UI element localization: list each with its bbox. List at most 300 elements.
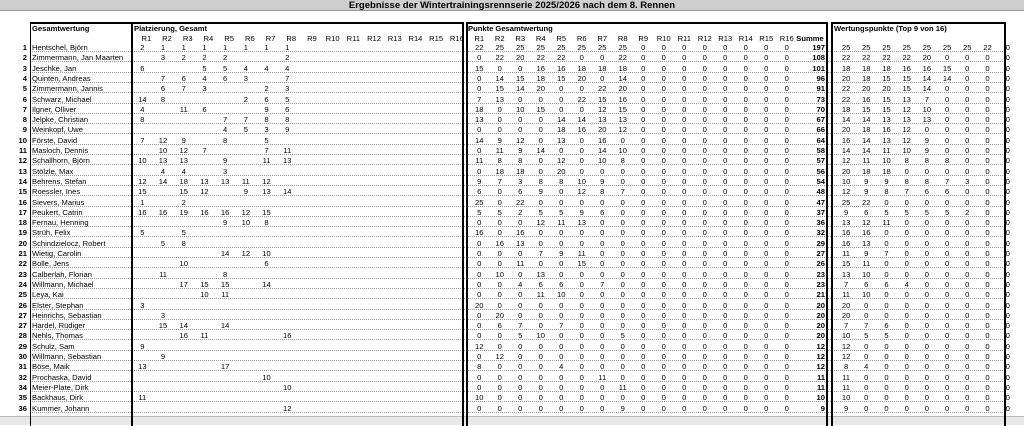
sum-cell: 11 bbox=[816, 372, 825, 382]
placement-cell bbox=[173, 125, 194, 134]
scoring-cell: 0 bbox=[985, 104, 990, 114]
scoring-cell: 13 bbox=[841, 218, 851, 228]
scoring-cell: 0 bbox=[965, 290, 970, 300]
scoring-cell: 16 bbox=[882, 125, 891, 135]
placement-cell: 7 bbox=[181, 84, 186, 94]
points-cell: 0 bbox=[641, 73, 646, 83]
points-cell: 0 bbox=[743, 238, 748, 248]
placement-cell bbox=[215, 352, 236, 361]
points-cell: 0 bbox=[641, 115, 646, 125]
scoring-cell: 0 bbox=[1005, 341, 1010, 351]
scoring-cell: 22 bbox=[862, 53, 871, 63]
points-cell: 16 bbox=[516, 228, 525, 238]
placement-cell bbox=[360, 373, 381, 382]
placement-cell bbox=[380, 177, 401, 186]
points-cell: 11 bbox=[536, 290, 545, 300]
placement-cell bbox=[256, 301, 277, 310]
points-cell: 0 bbox=[682, 135, 687, 145]
placement-cell bbox=[153, 280, 174, 289]
points-col-header: R10 bbox=[656, 34, 671, 43]
points-cell: 0 bbox=[641, 207, 646, 217]
placement-cell bbox=[339, 146, 360, 155]
points-cell: 0 bbox=[641, 249, 646, 258]
placement-cell: 4 bbox=[285, 63, 290, 73]
points-cell: 0 bbox=[661, 238, 666, 248]
placement-cell bbox=[422, 331, 443, 340]
placement-cell bbox=[256, 53, 277, 62]
placement-cell bbox=[443, 290, 464, 299]
scoring-cell: 12 bbox=[862, 218, 871, 228]
placement-cell: 2 bbox=[181, 53, 186, 63]
scoring-cell: 16 bbox=[922, 63, 932, 73]
placement-cell bbox=[401, 301, 422, 310]
scoring-cell: 6 bbox=[924, 187, 929, 197]
points-cell: 0 bbox=[743, 156, 748, 166]
scoring-cell: 0 bbox=[1005, 43, 1010, 52]
placement-cell bbox=[215, 146, 236, 155]
points-cell: 8 bbox=[620, 156, 625, 166]
placement-cell: 16 bbox=[200, 207, 209, 217]
points-cell: 0 bbox=[702, 331, 707, 341]
points-cell: 0 bbox=[477, 279, 482, 289]
placement-cell bbox=[443, 146, 464, 155]
placement-cell bbox=[215, 198, 236, 207]
points-cell: 0 bbox=[477, 269, 482, 279]
rank-cell: 26 bbox=[18, 300, 27, 310]
points-cell: 0 bbox=[661, 135, 666, 145]
placement-cell bbox=[443, 383, 464, 392]
placement-cell bbox=[215, 105, 236, 114]
points-cell: 0 bbox=[477, 259, 482, 269]
scoring-cell: 10 bbox=[902, 146, 911, 155]
scoring-cell: 0 bbox=[904, 382, 909, 392]
points-cell: 0 bbox=[579, 104, 584, 114]
points-cell: 0 bbox=[743, 228, 748, 238]
scoring-cell: 0 bbox=[924, 372, 929, 382]
placement-cell bbox=[318, 105, 339, 114]
placement-cell bbox=[443, 198, 464, 207]
placement-cell bbox=[236, 270, 257, 279]
points-cell: 11 bbox=[598, 372, 607, 382]
placement-cell bbox=[360, 290, 381, 299]
points-col-header: R11 bbox=[677, 34, 691, 43]
sheet-title: Ergebnisse der Wintertrainingsrennserie 2025/2026 nach dem 8. Rennen bbox=[0, 0, 1024, 11]
scoring-cell: 25 bbox=[942, 43, 952, 52]
scoring-cell: 0 bbox=[884, 228, 889, 238]
points-cell: 0 bbox=[641, 238, 646, 248]
rank-cell: 9 bbox=[22, 125, 27, 135]
scoring-cell: 12 bbox=[902, 104, 911, 114]
points-cell: 0 bbox=[477, 238, 482, 248]
points-col-header: R13 bbox=[718, 34, 733, 43]
points-cell: 0 bbox=[764, 156, 769, 166]
placement-cell bbox=[153, 125, 174, 134]
points-cell: 13 bbox=[598, 115, 607, 125]
scoring-cell: 22 bbox=[841, 94, 851, 104]
placement-cell: 5 bbox=[181, 228, 186, 238]
scoring-cell: 6 bbox=[944, 187, 950, 197]
scoring-cell: 0 bbox=[985, 197, 990, 207]
placement-cell bbox=[422, 362, 443, 371]
placement-cell bbox=[318, 383, 339, 392]
placement-cell bbox=[298, 404, 319, 413]
placement-cell bbox=[194, 249, 215, 258]
scoring-cell: 11 bbox=[882, 218, 891, 228]
points-cell: 0 bbox=[518, 290, 523, 300]
points-cell: 0 bbox=[579, 352, 584, 361]
placement-cell bbox=[132, 74, 153, 83]
scoring-cell: 18 bbox=[862, 125, 871, 135]
scoring-cell: 0 bbox=[985, 238, 990, 248]
placement-cell bbox=[401, 311, 422, 320]
placement-cell bbox=[318, 125, 339, 134]
points-cell: 0 bbox=[723, 249, 728, 258]
scoring-cell: 0 bbox=[1005, 279, 1010, 289]
competitor-name: Nehls, Thomas bbox=[32, 331, 83, 341]
scoring-cell: 20 bbox=[841, 300, 851, 310]
placement-cell: 11 bbox=[262, 156, 271, 166]
placement-cell bbox=[236, 342, 257, 351]
placement-cell: 4 bbox=[264, 63, 269, 73]
placement-cell bbox=[360, 342, 381, 351]
placement-cell: 16 bbox=[138, 207, 147, 217]
points-cell: 0 bbox=[784, 125, 789, 135]
placement-cell bbox=[153, 105, 174, 114]
points-cell: 0 bbox=[702, 187, 707, 197]
placement-cell bbox=[422, 311, 443, 320]
rank-cell: 18 bbox=[18, 218, 27, 228]
scoring-cell: 11 bbox=[842, 290, 851, 300]
placement-cell: 13 bbox=[158, 156, 168, 166]
placement-cell bbox=[401, 342, 422, 351]
placement-cell bbox=[443, 43, 464, 52]
placement-cell bbox=[380, 43, 401, 52]
sum-cell: 66 bbox=[816, 125, 825, 135]
scoring-cell: 0 bbox=[985, 310, 990, 320]
points-cell: 0 bbox=[559, 331, 564, 341]
competitor-name: Schallhorn, Björn bbox=[32, 156, 90, 166]
placement-col-header: R4 bbox=[203, 34, 214, 43]
points-cell: 0 bbox=[682, 176, 687, 186]
competitor-name: Heinrichs, Sebastian bbox=[32, 310, 102, 320]
points-cell: 10 bbox=[618, 146, 627, 155]
points-cell: 0 bbox=[579, 310, 584, 320]
scoring-cell: 0 bbox=[944, 115, 950, 125]
section-scoring bbox=[832, 22, 1004, 33]
points-cell: 16 bbox=[618, 94, 627, 104]
placement-cell bbox=[132, 321, 153, 330]
scoring-cell: 7 bbox=[843, 279, 849, 289]
placement-cell: 9 bbox=[140, 341, 145, 351]
points-cell: 0 bbox=[538, 238, 543, 248]
points-cell: 0 bbox=[620, 269, 625, 279]
placement-cell bbox=[194, 301, 215, 310]
placement-cell bbox=[443, 321, 464, 330]
placement-cell: 14 bbox=[220, 249, 230, 258]
competitor-name: Backhaus, Dirk bbox=[32, 393, 84, 403]
placement-cell bbox=[443, 249, 464, 258]
points-col-header: R5 bbox=[556, 34, 567, 43]
scoring-cell: 10 bbox=[841, 176, 851, 186]
placement-cell bbox=[380, 167, 401, 176]
placement-cell bbox=[132, 280, 153, 289]
points-cell: 16 bbox=[557, 63, 566, 73]
rank-cell: 22 bbox=[18, 259, 27, 269]
scoring-cell: 0 bbox=[924, 290, 929, 300]
competitor-name: Schindzielocz, Robert bbox=[32, 238, 106, 248]
placement-cell bbox=[360, 136, 381, 145]
placement-cell bbox=[443, 352, 464, 361]
scoring-cell: 0 bbox=[985, 321, 990, 331]
rank-cell: 27 bbox=[18, 310, 27, 320]
points-cell: 0 bbox=[477, 372, 482, 382]
placement-cell bbox=[236, 239, 257, 248]
placement-cell: 2 bbox=[264, 84, 269, 94]
points-cell: 0 bbox=[497, 279, 502, 289]
points-cell: 0 bbox=[579, 393, 584, 403]
scoring-cell: 7 bbox=[944, 176, 950, 186]
scoring-cell: 8 bbox=[904, 156, 909, 166]
placement-cell: 7 bbox=[285, 73, 290, 83]
scoring-cell: 0 bbox=[1005, 146, 1010, 155]
points-cell: 0 bbox=[682, 207, 687, 217]
points-cell: 20 bbox=[475, 300, 484, 310]
placement-cell: 5 bbox=[285, 94, 290, 104]
placement-cell bbox=[173, 383, 194, 392]
points-cell: 0 bbox=[764, 362, 769, 372]
scoring-cell: 0 bbox=[985, 403, 990, 413]
placement-cell bbox=[256, 321, 277, 330]
points-cell: 0 bbox=[723, 104, 728, 114]
points-cell: 0 bbox=[538, 125, 543, 135]
placement-cell: 8 bbox=[264, 218, 269, 228]
placement-cell bbox=[339, 228, 360, 237]
points-cell: 0 bbox=[600, 197, 605, 207]
scoring-cell: 13 bbox=[882, 135, 891, 145]
points-cell: 0 bbox=[784, 403, 789, 413]
scoring-cell: 0 bbox=[985, 135, 990, 145]
points-cell: 0 bbox=[661, 300, 666, 310]
points-cell: 0 bbox=[784, 372, 789, 382]
points-cell: 0 bbox=[743, 321, 748, 331]
placement-cell bbox=[380, 198, 401, 207]
scoring-cell: 0 bbox=[944, 352, 950, 361]
points-cell: 10 bbox=[577, 176, 586, 186]
scoring-cell: 2 bbox=[965, 207, 970, 217]
points-cell: 0 bbox=[723, 43, 728, 52]
placement-cell bbox=[236, 383, 257, 392]
scoring-cell: 0 bbox=[924, 331, 929, 341]
placement-cell bbox=[298, 218, 319, 227]
points-cell: 0 bbox=[723, 331, 728, 341]
section-overall bbox=[30, 22, 132, 33]
points-start-line bbox=[466, 22, 468, 426]
placement-cell bbox=[318, 331, 339, 340]
placement-cell bbox=[401, 249, 422, 258]
horizontal-scrollbar[interactable] bbox=[0, 416, 1024, 425]
points-cell: 0 bbox=[784, 166, 789, 176]
placement-cell: 3 bbox=[243, 73, 248, 83]
placement-cell bbox=[380, 105, 401, 114]
scoring-cell: 14 bbox=[862, 115, 871, 125]
placement-cell bbox=[422, 352, 443, 361]
rank-cell: 29 bbox=[18, 341, 27, 351]
points-end-line bbox=[826, 22, 828, 426]
points-cell: 0 bbox=[579, 156, 584, 166]
points-cell: 0 bbox=[784, 207, 789, 217]
points-cell: 0 bbox=[743, 393, 748, 403]
scoring-cell: 0 bbox=[985, 393, 990, 403]
scoring-cell: 0 bbox=[965, 259, 970, 269]
points-cell: 0 bbox=[723, 207, 728, 217]
placement-cell bbox=[360, 270, 381, 279]
points-cell: 0 bbox=[743, 104, 748, 114]
placement-cell bbox=[339, 362, 360, 371]
placement-cell bbox=[132, 249, 153, 258]
points-cell: 0 bbox=[764, 94, 769, 104]
scoring-cell: 0 bbox=[924, 362, 929, 372]
scoring-cell: 0 bbox=[944, 331, 950, 341]
points-cell: 0 bbox=[743, 135, 748, 145]
placement-cell: 15 bbox=[200, 279, 209, 289]
scoring-cell: 18 bbox=[862, 63, 871, 73]
scoring-cell: 20 bbox=[841, 125, 851, 135]
points-cell: 9 bbox=[600, 176, 605, 186]
points-cell: 0 bbox=[764, 63, 769, 73]
placement-cell bbox=[277, 290, 298, 299]
placement-cell bbox=[422, 290, 443, 299]
points-cell: 0 bbox=[518, 403, 523, 413]
placement-cell bbox=[422, 198, 443, 207]
points-cell: 0 bbox=[784, 43, 789, 52]
scoring-cell: 9 bbox=[864, 249, 869, 258]
points-cell: 0 bbox=[702, 43, 707, 52]
rank-cell: 16 bbox=[18, 197, 27, 207]
scoring-cell: 20 bbox=[841, 166, 851, 176]
placement-cell bbox=[443, 280, 464, 289]
points-cell: 3 bbox=[518, 176, 523, 186]
points-cell: 0 bbox=[702, 403, 707, 413]
placement-cell bbox=[132, 84, 153, 93]
points-cell: 10 bbox=[516, 104, 525, 114]
placement-cell bbox=[236, 146, 257, 155]
points-cell: 0 bbox=[743, 249, 748, 258]
points-cell: 0 bbox=[600, 166, 605, 176]
placement-cell bbox=[298, 136, 319, 145]
points-cell: 0 bbox=[682, 321, 687, 331]
rank-cell: 21 bbox=[18, 249, 27, 258]
points-cell: 0 bbox=[641, 279, 646, 289]
scoring-cell: 15 bbox=[862, 104, 871, 114]
sum-cell: 73 bbox=[816, 94, 825, 104]
placement-cell bbox=[298, 393, 319, 402]
placement-cell bbox=[277, 218, 298, 227]
scoring-cell: 0 bbox=[864, 310, 869, 320]
placement-cell: 9 bbox=[264, 104, 269, 114]
points-cell: 0 bbox=[784, 279, 789, 289]
scoring-cell: 0 bbox=[985, 362, 990, 372]
points-cell: 0 bbox=[682, 73, 687, 83]
placement-cell bbox=[380, 290, 401, 299]
points-cell: 0 bbox=[723, 125, 728, 135]
points-cell: 0 bbox=[538, 197, 543, 207]
points-cell: 25 bbox=[536, 43, 545, 52]
points-cell: 0 bbox=[559, 352, 564, 361]
rank-cell: 13 bbox=[18, 166, 27, 176]
points-cell: 0 bbox=[661, 94, 666, 104]
sum-cell: 23 bbox=[816, 269, 825, 279]
points-col-header: R3 bbox=[515, 34, 526, 43]
points-cell: 0 bbox=[559, 104, 564, 114]
placement-cell: 12 bbox=[200, 187, 209, 197]
section-overall-label: Gesamtwertung bbox=[32, 24, 90, 33]
placement-cell bbox=[153, 301, 174, 310]
placement-cell bbox=[339, 95, 360, 104]
competitor-name: Elster, Stephan bbox=[32, 300, 84, 310]
placement-cell: 8 bbox=[160, 94, 166, 104]
points-cell: 0 bbox=[661, 279, 666, 289]
placement-cell bbox=[401, 270, 422, 279]
placement-cell bbox=[194, 218, 215, 227]
points-cell: 0 bbox=[497, 228, 502, 238]
points-cell: 0 bbox=[784, 300, 789, 310]
placement-cell bbox=[422, 74, 443, 83]
placement-cell bbox=[443, 84, 464, 93]
points-cell: 0 bbox=[784, 310, 789, 320]
points-cell: 0 bbox=[579, 53, 584, 63]
placement-cell: 5 bbox=[223, 63, 228, 73]
placement-cell bbox=[256, 198, 277, 207]
points-cell: 0 bbox=[702, 279, 707, 289]
points-cell: 0 bbox=[600, 259, 605, 269]
placement-cell bbox=[215, 311, 236, 320]
points-cell: 0 bbox=[600, 382, 605, 392]
scoring-cell: 0 bbox=[985, 218, 990, 228]
points-cell: 0 bbox=[702, 156, 707, 166]
placement-cell bbox=[339, 393, 360, 402]
points-cell: 11 bbox=[475, 156, 484, 166]
scoring-cell: 0 bbox=[1005, 269, 1010, 279]
placement-cell: 9 bbox=[285, 125, 290, 135]
placement-cell bbox=[360, 74, 381, 83]
scoring-cell: 0 bbox=[1005, 104, 1010, 114]
scoring-cell: 0 bbox=[944, 341, 950, 351]
sum-cell: 11 bbox=[816, 382, 825, 392]
points-cell: 0 bbox=[579, 84, 584, 94]
points-cell: 0 bbox=[764, 43, 769, 52]
points-cell: 16 bbox=[598, 135, 607, 145]
points-cell: 13 bbox=[618, 115, 627, 125]
points-cell: 18 bbox=[598, 63, 607, 73]
points-cell: 15 bbox=[475, 63, 484, 73]
points-cell: 15 bbox=[618, 104, 627, 114]
points-cell: 0 bbox=[702, 382, 707, 392]
points-cell: 7 bbox=[477, 94, 482, 104]
points-cell: 0 bbox=[702, 146, 707, 155]
placement-cell bbox=[132, 259, 153, 268]
placement-col-header: R7 bbox=[265, 34, 276, 43]
placement-cell: 7 bbox=[160, 73, 166, 83]
points-cell: 0 bbox=[682, 362, 687, 372]
placement-cell bbox=[422, 239, 443, 248]
points-cell: 20 bbox=[516, 53, 525, 63]
scoring-cell: 0 bbox=[944, 393, 950, 403]
placement-cell bbox=[256, 239, 277, 248]
scoring-cell: 0 bbox=[944, 310, 950, 320]
scoring-cell: 5 bbox=[864, 331, 869, 341]
points-cell: 0 bbox=[661, 43, 666, 52]
points-cell: 0 bbox=[600, 228, 605, 238]
